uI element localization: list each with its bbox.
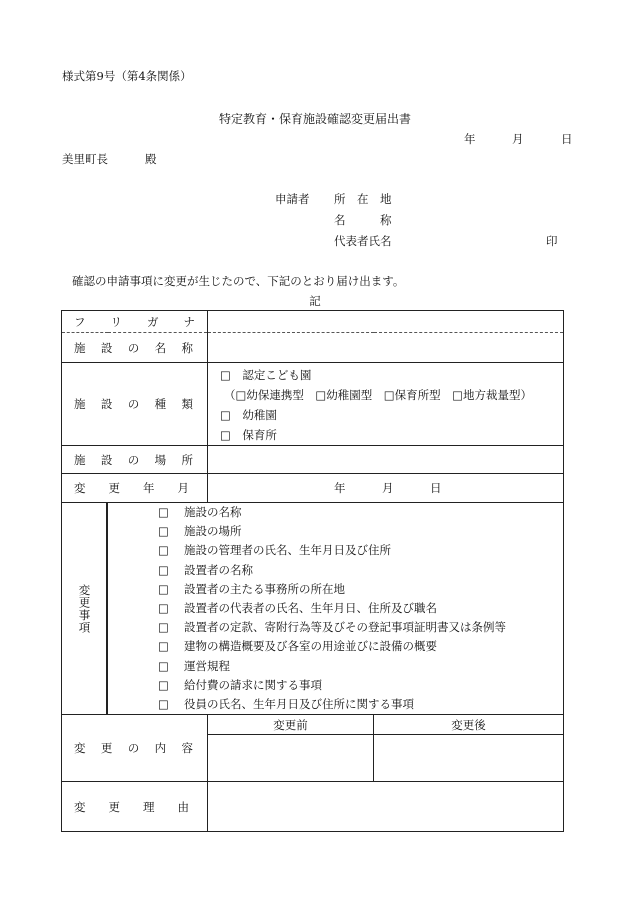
change-item[interactable] xyxy=(108,657,563,676)
before-header: 変更前 xyxy=(208,715,374,735)
applicant-label: 申請者 xyxy=(275,192,310,206)
facility-name-char: 名 xyxy=(154,340,167,355)
change-date-char: 年 xyxy=(143,481,155,495)
facility-location-char: 設 xyxy=(100,452,113,467)
checkbox-icon[interactable]: □ xyxy=(158,562,169,577)
applicant-address-label: 所 在 地 xyxy=(334,192,392,206)
facility-location-char: 施 xyxy=(74,452,86,467)
seal-mark: 印 xyxy=(546,234,558,248)
change-content-char: の xyxy=(127,741,140,756)
checkbox-icon[interactable]: □ xyxy=(158,505,169,519)
change-date-input[interactable] xyxy=(208,474,564,503)
furigana-char: リ xyxy=(110,314,122,329)
date-month-label: 月 xyxy=(512,132,524,146)
change-items-divider xyxy=(106,503,107,715)
furigana-char: ガ xyxy=(147,314,159,329)
change-items-wrap xyxy=(108,503,563,714)
facility-name-char: 称 xyxy=(181,340,193,355)
furigana-input[interactable] xyxy=(208,311,564,333)
before-content-input[interactable] xyxy=(208,735,374,782)
change-content-char: 容 xyxy=(181,741,193,756)
change-items-list xyxy=(108,503,564,715)
facility-location-char: 場 xyxy=(154,452,167,467)
facility-type-char: 設 xyxy=(100,397,113,411)
change-date-label-cell xyxy=(62,474,208,503)
change-content-char: 更 xyxy=(100,741,113,756)
change-item-label: 設置者の名称 xyxy=(184,562,253,577)
applicant-name-label: 名 称 xyxy=(334,213,392,227)
change-content-char: 内 xyxy=(154,741,167,756)
facility-type-char: 施 xyxy=(74,397,86,411)
change-item[interactable] xyxy=(108,503,563,522)
checkbox-icon[interactable]: □ xyxy=(158,677,169,692)
change-items-label: 変更事項 xyxy=(77,583,92,634)
date-day-label: 日 xyxy=(561,132,573,146)
change-item-label: 建物の構造概要及び各室の用途並びに設備の概要 xyxy=(184,639,437,654)
reason-char: 変 xyxy=(74,799,86,814)
addressee: 美里町長 xyxy=(62,152,108,166)
page-title: 特定教育・保育施設確認変更届出書 xyxy=(218,112,411,126)
checkbox-icon[interactable]: □ xyxy=(158,543,169,558)
after-header: 変更後 xyxy=(374,715,564,735)
furigana-label-cell xyxy=(62,311,208,333)
change-content-label-cell xyxy=(62,715,208,782)
change-item[interactable] xyxy=(108,599,563,618)
facility-location-label-cell xyxy=(62,446,208,474)
addressee-honorific: 殿 xyxy=(145,152,157,166)
change-items-label-cell xyxy=(62,503,108,715)
after-content-input[interactable] xyxy=(374,735,564,782)
reason-char: 由 xyxy=(177,799,189,814)
form-number: 様式第9号（第4条関係） xyxy=(62,69,192,83)
facility-type-label-cell xyxy=(62,363,208,446)
reason-char: 更 xyxy=(108,799,120,814)
facility-name-char: の xyxy=(127,340,140,355)
change-item[interactable] xyxy=(108,522,563,541)
change-date-char: 月 xyxy=(177,481,189,495)
reason-label-cell xyxy=(62,782,208,832)
change-item-label: 設置者の定款、寄附行為等及びその登記事項証明書又は条例等 xyxy=(184,620,506,635)
facility-type-char: 類 xyxy=(181,397,193,411)
option-nursery[interactable]: □ 保育所 xyxy=(220,428,277,442)
change-item[interactable] xyxy=(108,695,563,714)
change-date-char: 変 xyxy=(74,481,86,495)
form-table xyxy=(61,310,564,832)
facility-location-char: の xyxy=(127,452,140,467)
checkbox-icon[interactable]: □ xyxy=(158,524,169,539)
change-date-year: 年 xyxy=(334,481,346,495)
ki-heading: 記 xyxy=(309,294,321,308)
change-item[interactable] xyxy=(108,618,563,637)
facility-name-input[interactable] xyxy=(208,333,564,363)
change-item-label: 運営規程 xyxy=(184,658,230,673)
reason-char: 理 xyxy=(143,799,155,814)
change-item-label: 役員の氏名、生年月日及び住所に関する事項 xyxy=(184,696,414,711)
statement: 確認の申請事項に変更が生じたので、下記のとおり届け出ます。 xyxy=(72,274,405,288)
checkbox-icon[interactable]: □ xyxy=(158,600,169,615)
facility-location-char: 所 xyxy=(181,452,193,467)
checkbox-icon[interactable]: □ xyxy=(158,658,169,673)
furigana-char: ナ xyxy=(183,314,195,329)
change-item[interactable] xyxy=(108,637,563,656)
change-item-label: 設置者の主たる事務所の所在地 xyxy=(184,581,345,596)
furigana-char: フ xyxy=(74,314,86,329)
checkbox-icon[interactable]: □ xyxy=(158,620,169,635)
change-item[interactable] xyxy=(108,676,563,695)
facility-name-char: 施 xyxy=(74,340,86,355)
option-kindergarten[interactable]: □ 幼稚園 xyxy=(220,408,277,422)
option-certified-kodomoen[interactable]: □ 認定こども園 xyxy=(220,368,312,382)
date-year-label: 年 xyxy=(464,132,476,146)
checkbox-icon[interactable]: □ xyxy=(158,696,169,711)
option-kodomoen-subtypes[interactable]: （□幼保連携型 □幼稚園型 □保育所型 □地方裁量型） xyxy=(224,388,532,402)
change-item-label: 給付費の請求に関する事項 xyxy=(184,677,322,692)
checkbox-icon[interactable]: □ xyxy=(158,581,169,596)
checkbox-icon[interactable]: □ xyxy=(158,639,169,654)
facility-location-input[interactable] xyxy=(208,446,564,474)
change-content-char: 変 xyxy=(74,741,86,756)
facility-type-char: 種 xyxy=(154,397,167,411)
change-item-label: 施設の管理者の氏名、生年月日及び住所 xyxy=(184,543,391,558)
applicant-rep-label: 代表者氏名 xyxy=(334,234,392,248)
change-item[interactable] xyxy=(108,580,563,599)
change-item-label: 施設の名称 xyxy=(184,505,242,519)
reason-input[interactable] xyxy=(208,782,564,832)
change-item[interactable] xyxy=(108,541,563,560)
change-item[interactable] xyxy=(108,561,563,580)
change-item-label: 施設の場所 xyxy=(184,524,242,539)
change-item-label: 設置者の代表者の氏名、生年月日、住所及び職名 xyxy=(184,600,437,615)
facility-type-char: の xyxy=(127,397,140,411)
change-date-day: 日 xyxy=(430,481,442,495)
facility-name-label-cell xyxy=(62,333,208,363)
facility-type-options[interactable] xyxy=(208,363,564,446)
change-date-month: 月 xyxy=(382,481,394,495)
change-date-char: 更 xyxy=(108,481,120,495)
facility-name-char: 設 xyxy=(100,340,113,355)
